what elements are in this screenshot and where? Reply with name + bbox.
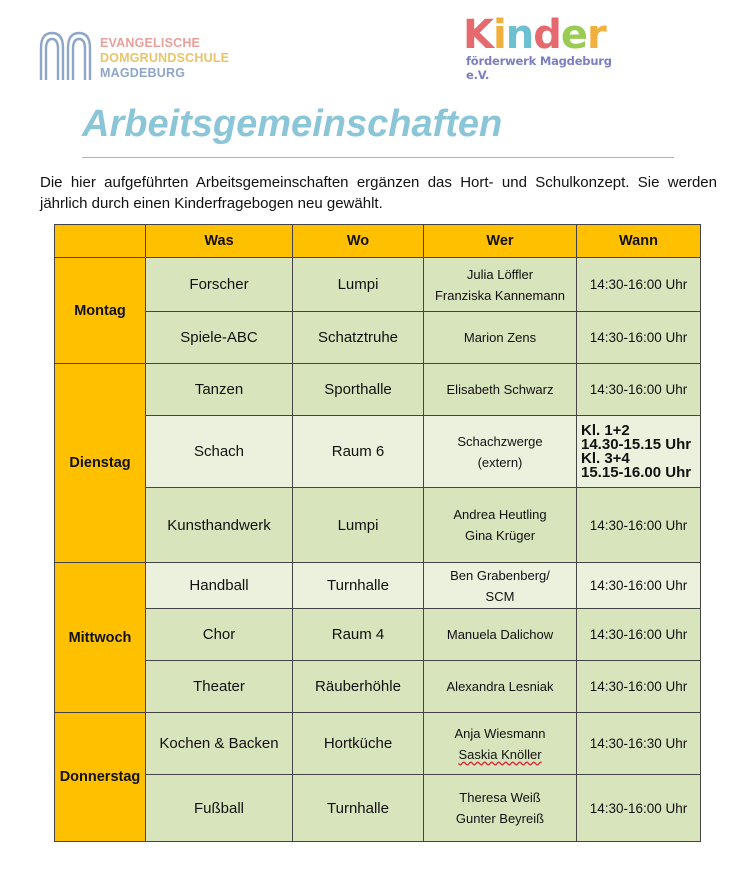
table-row (55, 416, 701, 488)
cell-wo: Schatztruhe (293, 312, 424, 364)
header-corner (55, 225, 146, 258)
logo-letter: d (533, 12, 561, 58)
cell-wer (424, 258, 577, 312)
table-row (55, 713, 701, 775)
cell-wann: 14:30-16:00 Uhr (577, 609, 701, 661)
wer-line: (extern) (477, 454, 523, 470)
wer-line: Andrea Heutling (453, 507, 547, 522)
cell-was: Kochen & Backen (146, 713, 293, 775)
day-dienstag: Dienstag (55, 364, 146, 563)
kinder-wordmark (463, 12, 633, 58)
header-wann: Wann (577, 225, 701, 258)
wann-line: 15.15-16.00 Uhr (581, 463, 692, 481)
cell-was: Theater (146, 661, 293, 713)
cell-wann: 14:30-16:30 Uhr (577, 713, 701, 775)
school-logo-line1: EVANGELISCHE (100, 36, 201, 50)
cell-wer (424, 713, 577, 775)
cell-wann: 14:30-16:00 Uhr (577, 488, 701, 563)
school-logo-line3: MAGDEBURG (100, 66, 186, 80)
table-row (55, 258, 701, 312)
day-donnerstag: Donnerstag (55, 713, 146, 842)
cell-was: Kunsthandwerk (146, 488, 293, 563)
page-title: Arbeitsgemeinschaften (82, 103, 503, 145)
wer-line: Gina Krüger (464, 528, 536, 543)
cell-wann: 14:30-16:00 Uhr (577, 364, 701, 416)
cell-was: Fußball (146, 775, 293, 842)
header-wo: Wo (293, 225, 424, 258)
header-was: Was (146, 225, 293, 258)
header-wer: Wer (424, 225, 577, 258)
cell-wann: 14:30-16:00 Uhr (577, 563, 701, 609)
kinderfoerderwerk-logo (463, 12, 633, 82)
wer-line: Franziska Kannemann (434, 287, 566, 303)
cell-wo: Turnhalle (293, 563, 424, 609)
cathedral-arches-icon (38, 30, 94, 82)
wer-line: Schachzwerge (457, 433, 543, 449)
cell-was: Forscher (146, 258, 293, 312)
cell-wo: Lumpi (293, 488, 424, 563)
cell-wo: Lumpi (293, 258, 424, 312)
cell-wer (424, 775, 577, 842)
cell-wo: Räuberhöhle (293, 661, 424, 713)
cell-was: Spiele-ABC (146, 312, 293, 364)
wer-line: Gunter Beyreiß (455, 811, 545, 826)
logo-letter: n (505, 12, 534, 58)
logo-letter: e (560, 12, 587, 58)
cell-wann: 14:30-16:00 Uhr (577, 258, 701, 312)
title-underline (82, 157, 674, 158)
wer-line: SCM (485, 588, 515, 604)
cell-was: Chor (146, 609, 293, 661)
cell-was: Schach (146, 416, 293, 488)
school-logo (38, 30, 258, 82)
cell-wann (577, 416, 701, 488)
cell-wo: Raum 6 (293, 416, 424, 488)
cell-wo: Sporthalle (293, 364, 424, 416)
wann-line: Kl. 1+2 (581, 421, 630, 439)
wann-line: 14.30-15.15 Uhr (581, 435, 692, 453)
cell-wer (424, 488, 577, 563)
cell-was: Tanzen (146, 364, 293, 416)
ag-schedule-table (54, 224, 701, 842)
table-row (55, 312, 701, 364)
cell-wer (424, 563, 577, 609)
wer-line: Ben Grabenberg/ (450, 567, 550, 583)
intro-paragraph: Die hier aufgeführten Arbeitsgemeinschaften ergänzen das Hort- und Schulkonzept. Sie werden jährlich durch einen Kinderfragebogen neu gewählt. (40, 174, 717, 212)
wer-line: Anja Wiesmann (454, 725, 546, 741)
cell-wo: Turnhalle (293, 775, 424, 842)
cell-wer: Marion Zens (424, 312, 577, 364)
table-row (55, 563, 701, 609)
day-montag: Montag (55, 258, 146, 364)
table-row (55, 609, 701, 661)
table-row (55, 488, 701, 563)
cell-wo: Raum 4 (293, 609, 424, 661)
wer-line: Theresa Weiß (459, 790, 541, 805)
cell-wann: 14:30-16:00 Uhr (577, 312, 701, 364)
logo-subtitle: förderwerk Magdeburg e.V. (466, 54, 612, 82)
cell-wo: Hortküche (293, 713, 424, 775)
table-row (55, 775, 701, 842)
cell-wer: Manuela Dalichow (424, 609, 577, 661)
cell-wann: 14:30-16:00 Uhr (577, 661, 701, 713)
cell-was: Handball (146, 563, 293, 609)
logo-letter: i (493, 12, 506, 58)
wer-line: Julia Löffler (466, 266, 534, 282)
logo-letter: K (463, 12, 493, 58)
cell-wer (424, 416, 577, 488)
cell-wann: 14:30-16:00 Uhr (577, 775, 701, 842)
table-header-row (55, 225, 701, 258)
logo-letter: r (586, 12, 606, 58)
school-logo-line2: DOMGRUNDSCHULE (100, 51, 230, 65)
table-row (55, 661, 701, 713)
day-mittwoch: Mittwoch (55, 563, 146, 713)
wer-line: Saskia Knöller (458, 746, 542, 762)
cell-wer: Alexandra Lesniak (424, 661, 577, 713)
table-row (55, 364, 701, 416)
cell-wer: Elisabeth Schwarz (424, 364, 577, 416)
wann-line: Kl. 3+4 (581, 449, 630, 467)
